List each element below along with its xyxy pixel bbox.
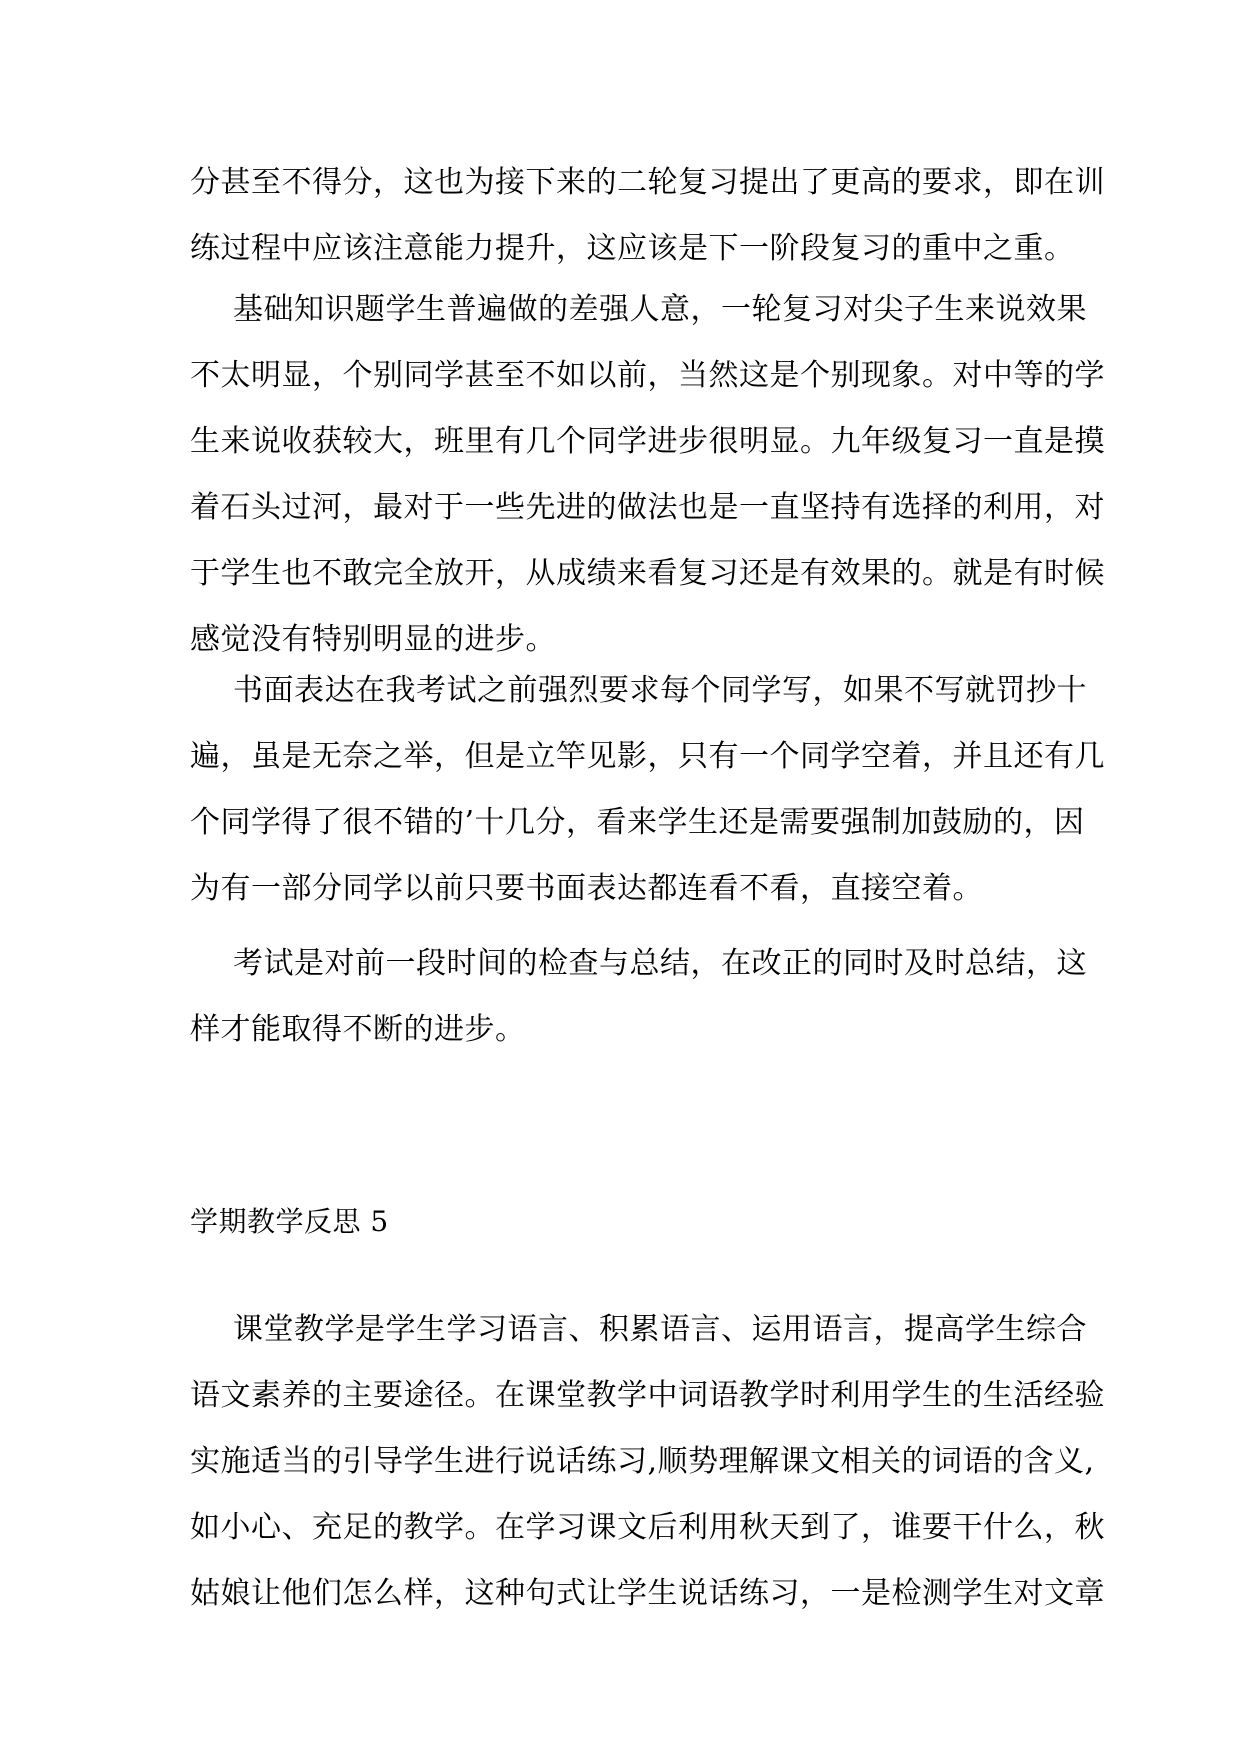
paragraph-line: 生来说收获较大，班里有几个同学进步很明显。九年级复习一直是摸 — [190, 424, 1105, 459]
paragraph-line: 遍，虽是无奈之举，但是立竿见影，只有一个同学空着，并且还有几 — [190, 739, 1105, 774]
paragraph-line: 课堂教学是学生学习语言、积累语言、运用语言，提高学生综合 — [233, 1312, 1087, 1347]
section-heading-block — [190, 1189, 1070, 1255]
paragraph-line: 书面表达在我考试之前强烈要求每个同学写，如果不写就罚抄十 — [233, 673, 1087, 708]
paragraph-line: 个同学得了很不错的’十几分，看来学生还是需要强制加鼓励的，因 — [190, 805, 1085, 840]
paragraph-line: 考试是对前一段时间的检查与总结，在改正的同时及时总结，这 — [233, 946, 1087, 981]
paragraph-continued — [190, 150, 1105, 282]
paragraph-line: 样才能取得不断的进步。 — [190, 1012, 526, 1047]
paragraph-line: 感觉没有特别明显的进步。 — [190, 622, 556, 657]
paragraph-line: 语文素养的主要途径。在课堂教学中词语教学时利用学生的生活经验 — [190, 1378, 1105, 1413]
paragraph-line: 练过程中应该注意能力提升，这应该是下一阶段复习的重中之重。 — [190, 231, 1075, 266]
paragraph-line: 着石头过河，最对于一些先进的做法也是一直坚持有选择的利用，对 — [190, 490, 1105, 525]
paragraph-line: 不太明显，个别同学甚至不如以前，当然这是个别现象。对中等的学 — [190, 358, 1105, 393]
paragraph-line: 分甚至不得分，这也为接下来的二轮复习提出了更高的要求，即在训 — [190, 165, 1105, 200]
section-heading: 学期教学反思 5 — [190, 1205, 389, 1238]
paragraph-classroom — [190, 1297, 1105, 1627]
paragraph-line: 实施适当的引导学生进行说话练习,顺势理解课文相关的词语的含义, — [190, 1444, 1095, 1479]
paragraph-line: 于学生也不敢完全放开，从成绩来看复习还是有效果的。就是有时候 — [190, 556, 1105, 591]
paragraph-line: 为有一部分同学以前只要书面表达都连看不看，直接空着。 — [190, 871, 983, 906]
paragraph-line: 姑娘让他们怎么样，这种句式让学生说话练习，一是检测学生对文章 — [190, 1576, 1105, 1611]
paragraph-line: 基础知识题学生普遍做的差强人意，一轮复习对尖子生来说效果 — [233, 292, 1087, 327]
paragraph-basic-knowledge — [190, 277, 1105, 673]
paragraph-written-expression — [190, 658, 1105, 922]
paragraph-line: 如小心、充足的教学。在学习课文后利用秋天到了，谁要干什么，秋 — [190, 1510, 1105, 1545]
paragraph-exam-summary — [190, 931, 1087, 1063]
